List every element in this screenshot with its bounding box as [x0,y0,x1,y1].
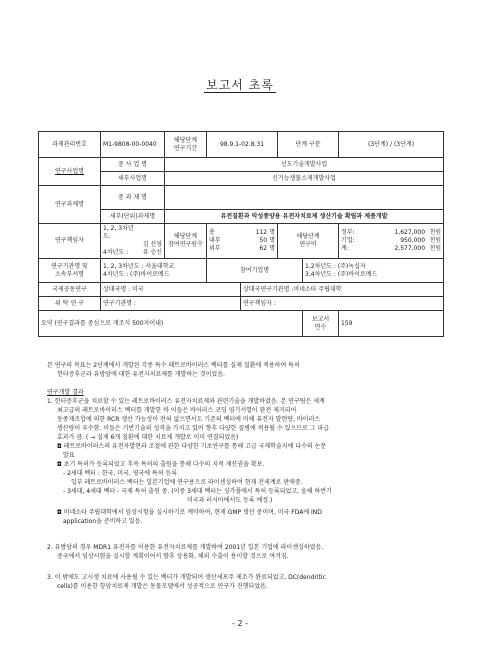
abstract-info-table [38,131,444,337]
org-label: 연구기관명 및 소속부서명 [39,259,101,283]
pages-label: 보고서 면수 [303,311,339,337]
result-bullet-3: ◘ 미네소타 주립대학에서 임상시험을 실시하기로 계약하여, 현재 GMP 생산 중이며, 미국 FDA에 IND application을 준비하고 있음. [57,509,322,525]
entrust-org: 연구기관명 : [101,297,241,311]
main-project-name: 선도기술개발사업 [165,158,444,172]
abstract-results [47,388,445,526]
research-cost: 정부: 1,627,000 천원 기업: 950,000 천원 계: 2,577,000 천원 [339,224,444,259]
results-heading: 연구개발 결과 [47,389,84,396]
staff-label: 해당단계 참여연구원수 [165,224,207,259]
cost-label: 해당단계 연구비 [278,224,339,259]
page-number: - 2 - [232,619,248,628]
result-bullet-2: ◘ 초기 특허가 등록되었고 후속 특허의 출원을 통해 다수의 지적 재산권을 확보. [57,461,265,468]
sub-task-name: 유전질환과 악성종양용 유전자치료제 생산기술 확립과 제품개발 [165,210,444,224]
director-names: 1, 2, 3차년도: 김 선영 4차년도 : 유 승신 [101,224,165,259]
project-no: M1-9808-00-0040 [101,132,165,158]
sub-project-label: 세부사업명 [101,172,165,186]
staff-counts: 총 112 명 내부 50 명 외부 62 명 [207,224,278,259]
summary-label: 요약 (연구결과를 중심으로 개조식 500자이내) [39,311,303,337]
entrust-label: 위 탁 연 구 [39,297,101,311]
result-item-3: 3. 이 밖에도 고시생 치료에 사용될 수 있는 벡터가 개발되어 생산세포주 제조가 완료되었고, DC(dendritic cells)를 이용한 항암치료제 개발은 동물모델에서 성공적으로 연구가 진행되었음. [47,574,326,590]
research-org: 1, 2, 3차년도 : 서울대학교 4차년도 : (주)바이로메드 [101,259,207,283]
research-period: 98.9.1-02.8.31 [207,132,278,158]
stage-value: (3단계) / (3단계) [339,132,444,158]
result-bullet-1: ◘ 레트로바이러스의 유전자발현과 조절에 관한 다양한 기초연구를 통해 고급 국제학술지에 다수의 논문 발표 [57,443,327,459]
intl-org: 상대국연구기관명 :미네소타 주립대학 [241,283,444,297]
abstract-intro: 본 연구의 목표는 2단계에서 개발된 각종 특수 레트로바이러스 벡터를 실제 질환에 적용하여 특허 헌터증후군과 유방암에 대한 유전자치료제를 개발하는 것이었음. [47,362,300,378]
partner-companies: 1,2차년도 : (주)녹십자 3,4차년도 : (주)바이로메드 [303,259,444,283]
page-count: 159 [339,311,444,337]
entrust-director: 연구책임자 : [241,297,444,311]
sub-project-name: 신기능생물소재개발사업 [165,172,444,186]
result-item-2: 2. 유방암의 경우 MDR1 유전자를 이용한 유전자치료제를 개발하여 2001년 일본 기업에 라이센싱하였음. 중국에서 임상시험을 실시할 계획이어서 향후 상용화, 해외 수출이 용이할 것으로 여겨짐. [47,544,324,560]
main-project-label: 중 사 업 명 [101,158,165,172]
project-name-label: 연구사업명 [39,158,101,186]
task-name-label: 연구과제명 [39,186,101,224]
period-label: 해당단계 연구기간 [165,132,207,158]
project-no-label: 과제관리번호 [39,132,101,158]
main-task-label: 중 과 제 명 [101,186,165,210]
partner-label: 참여기업명 [207,259,303,283]
director-label: 연구책임자 [39,224,101,259]
stage-label: 단계 구분 [278,132,339,158]
sub-task-label: 세부(단위)과제명 [101,210,165,224]
report-title: 보고서 초록 [206,78,274,92]
intl-country: 상대국명 : 미국 [101,283,241,297]
result-item-1: 1. 헌터증후군을 치료할 수 있는 레트로바이러스 유전자치료제와 관련기술을 개발하였음. 본 연구팀은 세계 최고급의 레트로바이러스 벡터를 개발한 바 이들은 바이러스 코딩 염기서열이 완전 제거되어 동종재조합에 의한 RCR 생산 가능성이 전혀 없으면서도 기존의 벡터에 비해 유전자 발현량, 바이러스 생산량이 우수함. 이들은 기반기술의 성격을 가지고 있어 향후 다양한 질병에 적용될 수 있으므로 그 파급 효과가 큼. ( → 실제 6개 질환에 대한 치료제 개발로 이미 연결되었음) [47,398,330,441]
main-task-name [165,186,444,210]
result-bullet-2-subs: - 2세대 벡터 : 한국, 미국, 영국에 특허 등록 일부 레트로바이러스 벡터는 일본기업에 연구용으로 라이센싱하여 현재 전세계로 판매중. - 3세대, 4세대 벡터 - 국제 특허 출원 중. (이중 3세대 벡터는 싱가폴에서 특허 등록되었고, 올해 하반기 미국과 러시아에서도 등록 예정.) [63,470,332,504]
intl-label: 국제공동연구 [39,283,101,297]
